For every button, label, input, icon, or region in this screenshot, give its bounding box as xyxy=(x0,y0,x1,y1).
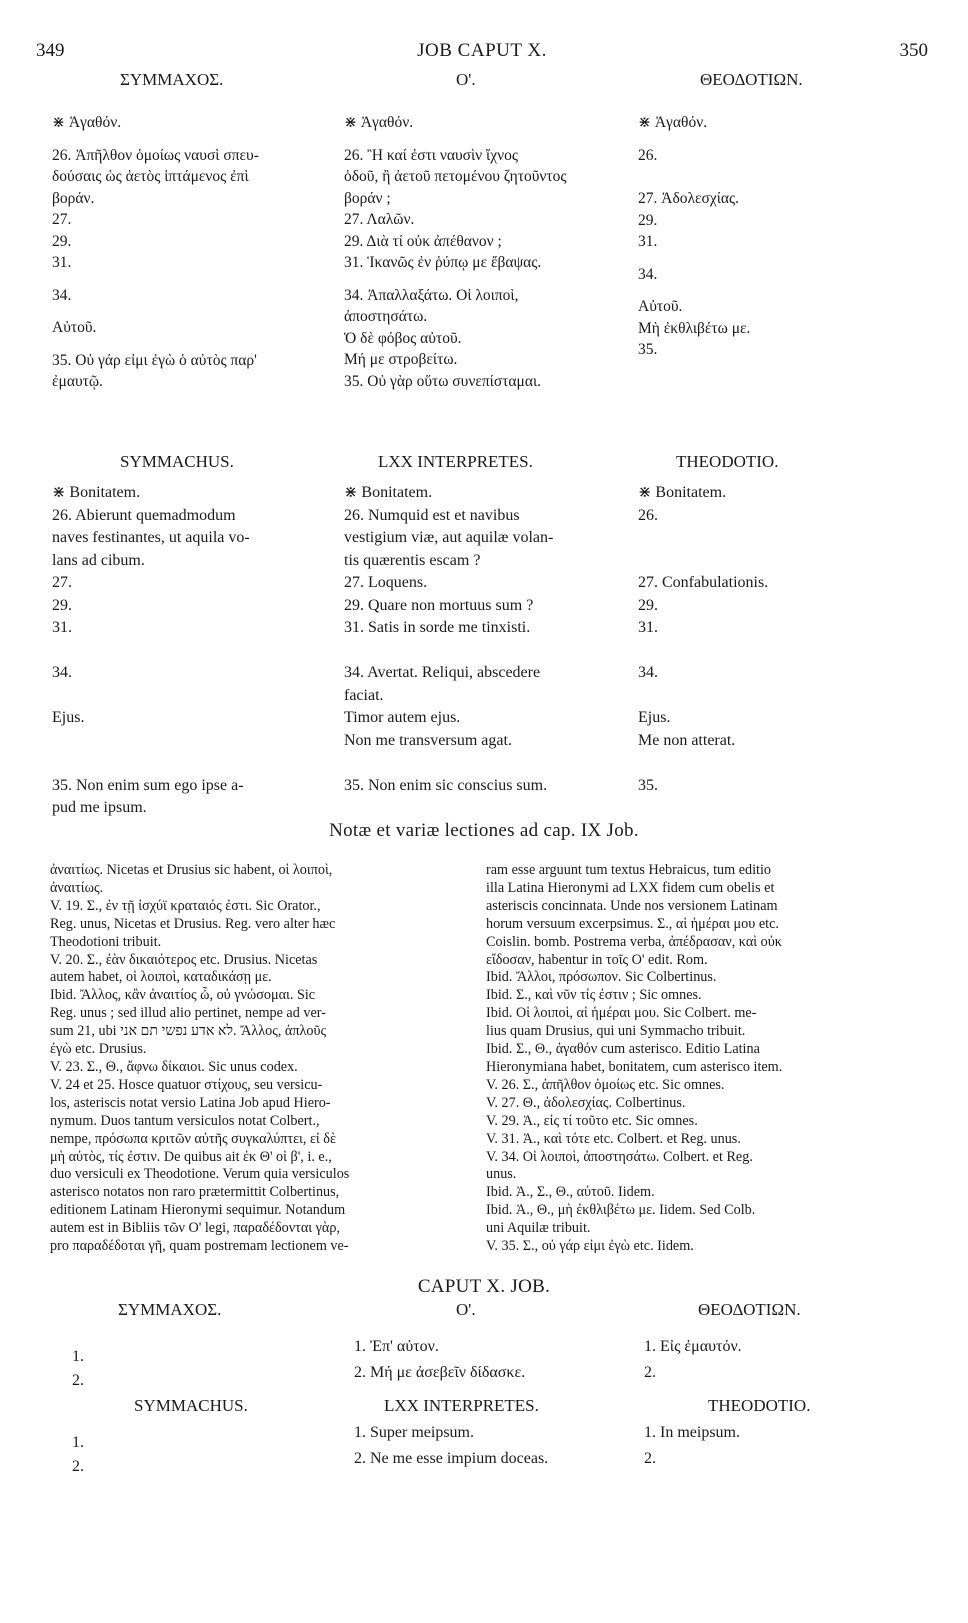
note-line: V. 31. Ἀ., καὶ τότε etc. Colbert. et Reg. unus. xyxy=(486,1130,741,1147)
latin-line: vestigium viæ, aut aquilæ volan- xyxy=(344,529,554,546)
cap-latin-theo-2: 2. xyxy=(644,1450,656,1467)
cap-latin-headers xyxy=(44,1396,932,1422)
note-line: Ibid. Ἄλλος, κἂν ἀναιτίος ὦ, οὐ γνώσομαι. Sic xyxy=(50,987,316,1004)
latin-line: Ejus. xyxy=(638,709,671,726)
note-line: horum versuum excerpsimus. Σ., αἱ ἡμέραι μου etc. xyxy=(486,915,779,932)
greek-line: ἐμαυτῷ. xyxy=(52,373,103,390)
latin-line: 26. xyxy=(638,506,658,524)
note-line: autem est in Bibliis τῶν Ο' legi, παραδέδονται γὰρ, xyxy=(50,1220,340,1237)
greek-line: 34. Ἀπαλλαξάτω. Οἱ λοιποὶ, xyxy=(344,286,519,304)
cap-greek-lxx-2: 2. Μή με ἀσεβεῖν δίδασκε. xyxy=(354,1364,526,1381)
greek-line: 35. Οὐ γάρ εἰμι ἐγὼ ὁ αὐτὸς παρ' xyxy=(52,351,257,369)
column-header-theodotio-latin: THEODOTIO. xyxy=(676,452,779,471)
note-line: V. 27. Θ., ἀδολεσχίας. Colbertinus. xyxy=(486,1094,686,1111)
theodotion-greek-column xyxy=(638,112,868,372)
cap-greek-sym-1: 1. xyxy=(72,1348,84,1365)
note-line: lius quam Drusius, qui uni Symmacho tribuit. xyxy=(486,1023,746,1040)
greek-line: 35. xyxy=(638,341,658,358)
latin-line: Timor autem ejus. xyxy=(344,709,461,726)
greek-line: ⋇ Ἀγαθόν. xyxy=(638,114,708,131)
greek-line: 26. xyxy=(638,146,658,164)
greek-line xyxy=(638,177,868,188)
note-line: V. 26. Σ., ἀπῆλθον ὁμοίως etc. Sic omnes. xyxy=(486,1076,725,1093)
note-line: los, asteriscis notat versio Latina Job apud Hiero- xyxy=(50,1094,331,1111)
latin-line: Non me transversum agat. xyxy=(344,731,512,749)
note-line: Reg. unus, Nicetas et Drusius. Reg. vero alter hæc xyxy=(50,915,336,932)
latin-line: 27. Confabulationis. xyxy=(638,574,769,591)
latin-line: 31. Satis in sorde me tinxisti. xyxy=(344,619,531,636)
greek-line: 26. Ἢ καί ἐστι ναυσὶν ἴχνος xyxy=(344,146,519,164)
latin-headers xyxy=(44,452,932,482)
greek-line xyxy=(638,285,868,296)
latin-line xyxy=(344,640,606,663)
latin-line: 29. xyxy=(638,596,658,614)
symmachus-greek-column xyxy=(52,112,314,393)
note-line: Ibid. Σ., καὶ νῦν τίς ἐστιν ; Sic omnes. xyxy=(486,987,702,1004)
latin-line xyxy=(52,685,314,708)
notes-title: Notæ et variæ lectiones ad cap. IX Job. xyxy=(329,820,639,841)
latin-line xyxy=(344,752,606,775)
latin-line: 27. Loquens. xyxy=(344,574,428,591)
latin-line: ⋇ Bonitatem. xyxy=(344,484,433,501)
greek-line: ⋇ Ἀγαθόν. xyxy=(344,114,414,131)
note-line: ἀναιτίως. Nicetas et Drusius sic habent, οἱ λοιποὶ, xyxy=(50,862,333,878)
greek-line: Αὐτοῦ. xyxy=(638,298,683,315)
note-line: μὴ αὐτὸς, τίς ἐστιν. De quibus ait ἐκ Θ' οἱ β', i. e., xyxy=(50,1148,332,1165)
greek-line: Μὴ ἐκθλιβέτω με. xyxy=(638,319,751,337)
latin-line xyxy=(638,685,868,708)
latin-line xyxy=(52,752,314,775)
greek-line: βοράν. xyxy=(52,189,95,207)
theodotio-latin-column xyxy=(638,482,868,820)
notes-left-column xyxy=(50,862,468,1256)
latin-line: 27. xyxy=(52,574,72,591)
cap-latin-sym-1: 1. xyxy=(72,1434,84,1451)
greek-line: 29. xyxy=(638,211,658,229)
column-header-lxx-latin: LXX INTERPRETES. xyxy=(378,452,533,471)
greek-line: ὁδοῦ, ἢ ἀετοῦ πετομένου ζητοῦντος xyxy=(344,168,567,185)
greek-line xyxy=(52,134,314,145)
latin-line: 31. xyxy=(638,619,658,636)
greek-line: 34. xyxy=(638,265,658,283)
greek-line: 31. Ἱκανῶς ἐν ῥύπῳ με ἔβαψας. xyxy=(344,254,542,271)
greek-line: Ὁ δὲ φόβος αὐτοῦ. xyxy=(344,329,462,347)
latin-line: 29. xyxy=(52,596,72,614)
symmachus-latin-column xyxy=(52,482,314,820)
latin-line: 34. xyxy=(638,664,658,681)
cap-latin-lxx-1: 1. Super meipsum. xyxy=(354,1424,474,1441)
note-line: Hieronymiana habet, bonitatem, cum asterisco item. xyxy=(486,1058,783,1075)
note-line: ἀναιτίως. xyxy=(50,879,104,896)
note-line: pro παραδέδοται γῆ, quam postremam lectionem ve- xyxy=(50,1238,349,1255)
cap-header-lxx: Ο'. xyxy=(456,1300,476,1319)
latin-line xyxy=(638,550,868,573)
note-line: V. 20. Σ., ἐὰν δικαιότερος etc. Drusius. Nicetas xyxy=(50,951,318,968)
note-line: editionem Latinam Hieronymi sequimur. Notandum xyxy=(50,1202,346,1219)
caput-title: CAPUT X. JOB. xyxy=(417,1276,551,1297)
greek-line: 29. Διὰ τί οὐκ ἀπέθανον ; xyxy=(344,232,502,250)
greek-line xyxy=(638,253,868,264)
latin-line: 35. Non enim sum ego ipse a- xyxy=(52,776,244,794)
lxx-latin-column xyxy=(344,482,606,820)
greek-line: 34. xyxy=(52,286,72,304)
greek-line: 31. xyxy=(52,254,72,271)
latin-line xyxy=(52,730,314,753)
latin-line: 31. xyxy=(52,619,72,636)
greek-line: 29. xyxy=(52,232,72,250)
latin-line: 34. xyxy=(52,664,72,681)
greek-section xyxy=(44,70,932,390)
column-header-symmachus: ΣΥΜΜΑΧΟΣ. xyxy=(120,70,224,89)
column-header-theodotion: ΘΕΟΔΟΤΙΩΝ. xyxy=(700,70,803,89)
latin-line: ⋇ Bonitatem. xyxy=(52,484,141,501)
note-line: Reg. unus ; sed illud alio pertinet, nempe ad ver- xyxy=(50,1005,326,1022)
greek-line: ἀποστησάτω. xyxy=(344,308,428,325)
note-line: εἴδοσαν, habentur in τοῖς Ο' edit. Rom. xyxy=(486,951,708,968)
latin-line xyxy=(52,640,314,663)
notes-right-column xyxy=(486,862,904,1256)
note-line: V. 23. Σ., Θ., ἄφνω δίκαιοι. Sic unus codex. xyxy=(50,1058,298,1075)
note-line: asterisco notatos non raro prætermittit Colbertinus, xyxy=(50,1184,340,1201)
note-line: sum 21, ubi לא אדע נפשי תם אני. Ἄλλος, ἁπλοῦς xyxy=(50,1023,327,1040)
latin-line: Me non atterat. xyxy=(638,731,736,749)
greek-line: Μή με στροβείτω. xyxy=(344,351,458,368)
lxx-greek-column xyxy=(344,112,606,403)
page-number-right: 350 xyxy=(899,40,928,61)
greek-line xyxy=(638,166,868,177)
note-line: Ibid. Ἀ., Θ., μὴ ἐκθλιβέτω με. Iidem. Sed Colb. xyxy=(486,1202,756,1219)
page-number-left: 349 xyxy=(36,40,65,61)
column-header-symmachus-latin: SYMMACHUS. xyxy=(120,452,234,471)
latin-line: ⋇ Bonitatem. xyxy=(638,484,727,501)
latin-line: 35. Non enim sic conscius sum. xyxy=(344,776,548,794)
cap-latin-lxx-2: 2. Ne me esse impium doceas. xyxy=(354,1450,549,1467)
note-line: nymum. Duos tantum versiculos notat Colbert., xyxy=(50,1112,320,1129)
cap-header-theodotio-latin: THEODOTIO. xyxy=(708,1396,811,1415)
greek-line xyxy=(638,361,868,372)
note-line: duo versiculi ex Theodotione. Verum quia versiculos xyxy=(50,1166,350,1183)
greek-line: 31. xyxy=(638,233,658,250)
latin-line xyxy=(344,797,606,820)
latin-line: 29. Quare non mortuus sum ? xyxy=(344,596,534,614)
note-line: V. 34. Οἱ λοιποὶ, ἀποστησάτω. Colbert. et Reg. xyxy=(486,1148,753,1165)
cap-latin-sym-2: 2. xyxy=(72,1458,84,1475)
note-line: V. 24 et 25. Hosce quatuor στίχους, seu versicu- xyxy=(50,1076,323,1093)
cap-greek-lxx-1: 1. Ἐπ' αὐτον. xyxy=(354,1338,439,1355)
cap-latin-theo-1: 1. In meipsum. xyxy=(644,1424,740,1441)
latin-line: 26. Abierunt quemadmodum xyxy=(52,506,236,524)
note-line: illa Latina Hieronymi ad LXX fidem cum obelis et xyxy=(486,879,775,896)
latin-line xyxy=(638,797,868,820)
greek-line: 35. Οὐ γὰρ οὕτω συνεπίσταμαι. xyxy=(344,372,542,390)
latin-line: tis quærentis escam ? xyxy=(344,551,481,569)
latin-line xyxy=(638,527,868,550)
note-line: V. 35. Σ., οὐ γάρ εἰμι ἐγὼ etc. Iidem. xyxy=(486,1238,694,1255)
latin-line: 35. xyxy=(638,776,658,794)
greek-line: 27. xyxy=(52,211,72,228)
note-line: Ibid. Σ., Θ., ἀγαθόν cum asterisco. Editio Latina xyxy=(486,1041,760,1058)
greek-line xyxy=(52,306,314,317)
note-line: asteriscis concinnata. Unde nos versionem Latinam xyxy=(486,897,778,914)
cap-header-symmachus: ΣΥΜΜΑΧΟΣ. xyxy=(118,1300,222,1319)
greek-line: 27. Λαλῶν. xyxy=(344,211,415,228)
greek-line: ⋇ Ἀγαθόν. xyxy=(52,114,122,131)
greek-line xyxy=(638,134,868,145)
cap-greek-theo-2: 2. xyxy=(644,1364,656,1381)
latin-line xyxy=(638,752,868,775)
note-line: Ibid. Οἱ λοιποὶ, αἱ ἡμέραι μου. Sic Colbert. me- xyxy=(486,1005,757,1022)
note-line: Theodotioni tribuit. xyxy=(50,933,162,950)
note-line: Ibid. Ἄλλοι, πρόσωπον. Sic Colbertinus. xyxy=(486,969,717,986)
latin-line: pud me ipsum. xyxy=(52,799,147,816)
latin-line xyxy=(638,640,868,663)
note-line: Ibid. Ἀ., Σ., Θ., αὐτοῦ. Iidem. xyxy=(486,1184,655,1201)
greek-line xyxy=(344,134,606,145)
cap-greek-theo-1: 1. Εἰς ἐμαυτόν. xyxy=(644,1338,742,1355)
note-line: Coislin. bomb. Postrema verba, ἀπέδρασαν, καὶ οὐκ xyxy=(486,933,782,950)
cap-greek-sym-2: 2. xyxy=(72,1372,84,1389)
cap-header-lxx-latin: LXX INTERPRETES. xyxy=(384,1396,539,1415)
greek-line: Αὐτοῦ. xyxy=(52,319,97,336)
greek-line xyxy=(344,274,606,285)
greek-line xyxy=(52,339,314,350)
column-header-lxx: Ο'. xyxy=(456,70,476,89)
latin-line: naves festinantes, ut aquila vo- xyxy=(52,529,250,546)
greek-line: βοράν ; xyxy=(344,189,391,207)
greek-line: δούσαις ὡς ἀετὸς ἱπτάμενος ἐπὶ xyxy=(52,168,249,185)
note-line: uni Aquilæ tribuit. xyxy=(486,1220,591,1237)
note-line: unus. xyxy=(486,1166,517,1183)
greek-line xyxy=(344,392,606,403)
greek-line: 26. Ἀπῆλθον ὁμοίως ναυσὶ σπευ- xyxy=(52,146,259,164)
cap-greek-headers xyxy=(44,1300,932,1326)
greek-line xyxy=(52,274,314,285)
cap-header-theodotion: ΘΕΟΔΟΤΙΩΝ. xyxy=(698,1300,801,1319)
note-line: nempe, πρόσωπα κριτῶν αὐτῆς συγκαλύπτει, εἰ δὲ xyxy=(50,1130,336,1147)
latin-section xyxy=(44,452,932,816)
note-line: V. 19. Σ., ἐν τῇ ἰσχύϊ κραταιός ἐστι. Sic Orator., xyxy=(50,897,321,914)
note-line: ram esse arguunt tum textus Hebraicus, tum editio xyxy=(486,862,772,878)
cap-header-symmachus-latin: SYMMACHUS. xyxy=(134,1396,248,1415)
note-line: ἐγὼ etc. Drusius. xyxy=(50,1041,147,1058)
greek-line: 27. Ἀδολεσχίας. xyxy=(638,190,740,207)
latin-line: Ejus. xyxy=(52,709,85,726)
latin-line: 34. Avertat. Reliqui, abscedere xyxy=(344,664,541,681)
note-line: V. 29. Ἀ., εἰς τί τοῦτο etc. Sic omnes. xyxy=(486,1112,698,1129)
latin-line: 26. Numquid est et navibus xyxy=(344,506,520,524)
latin-line: faciat. xyxy=(344,686,384,704)
running-head xyxy=(36,40,928,66)
latin-line: lans ad cibum. xyxy=(52,551,145,569)
note-line: autem habet, οἱ λοιποὶ, καταδικάσῃ με. xyxy=(50,969,272,986)
page-title: JOB CAPUT X. xyxy=(417,40,547,61)
greek-headers xyxy=(44,70,932,100)
